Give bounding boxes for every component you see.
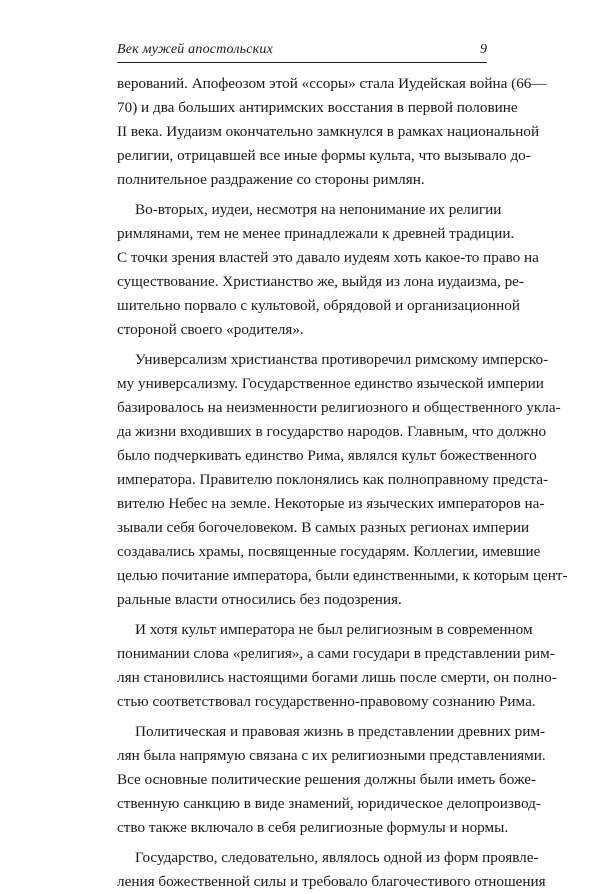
body-text: [117, 72, 568, 894]
text-line: полнительное раздражение со стороны римлян.: [117, 171, 425, 188]
text-line: Государство, следовательно, являлось одной из форм проявле-: [135, 849, 539, 866]
text-line: верований. Апофеозом этой «ссоры» стала Иудейская война (66—: [117, 75, 547, 92]
text-line: ральные власти относились без подозрения.: [117, 591, 402, 608]
text-line: Все основные политические решения должны были иметь боже-: [117, 771, 537, 788]
text-line: Политическая и правовая жизнь в представлении древних рим-: [135, 723, 546, 740]
text-line: да жизни входивших в государство народов. Главным, что должно: [117, 423, 547, 440]
text-line: существование. Христианство же, выйдя из лона иудаизма, ре-: [117, 273, 524, 290]
paragraph-6: [117, 846, 546, 894]
paragraph-3: [117, 348, 568, 612]
text-line: вителю Небес на земле. Некоторые из языческих императоров на-: [117, 495, 545, 512]
text-line: Универсализм христианства противоречил римскому имперско-: [135, 351, 549, 368]
paragraph-5: [117, 720, 546, 840]
text-line: ственную санкцию в виде знамений, юридическое делопроизвод-: [117, 795, 541, 812]
text-line: зывали себя богочеловеком. В самых разных регионах империи: [117, 519, 530, 536]
paragraph-4: [117, 618, 557, 714]
text-line: 70) и два больших антиримских восстания в первой половине: [117, 99, 518, 116]
paragraph-1: [117, 72, 547, 192]
text-line: И хотя культ императора не был религиозным в современном: [135, 621, 533, 638]
text-line: С точки зрения властей это давало иудеям хоть какое-то право на: [117, 249, 539, 266]
text-line: лян становились настоящими богами лишь после смерти, он полно-: [117, 669, 557, 686]
text-line: лян была напрямую связана с их религиозными представлениями.: [117, 747, 546, 764]
text-line: II века. Иудаизм окончательно замкнулся в рамках национальной: [117, 123, 540, 140]
running-header: [117, 40, 487, 63]
text-line: императора. Правителю поклонялись как полноправному предста-: [117, 471, 549, 488]
text-line: ления божественной силы и требовало благочестивого отношения: [117, 873, 546, 890]
text-line: понимании слова «религия», а сами государи в представлении рим-: [117, 645, 555, 662]
text-line: стороной своего «родителя».: [117, 321, 304, 338]
text-line: римлянами, тем не менее принадлежали к древней традиции.: [117, 225, 515, 242]
text-line: шительно порвало с культовой, обрядовой и организационной: [117, 297, 521, 314]
text-line: религии, отрицавшей все иные формы культа, что вызывало до-: [117, 147, 531, 164]
text-line: ство также включало в себя религиозные формулы и нормы.: [117, 819, 509, 836]
text-line: му универсализму. Государственное единство языческой империи: [117, 375, 544, 392]
text-line: целью почитание императора, были единственными, к которым цент-: [117, 567, 568, 584]
paragraph-2: [117, 198, 539, 342]
running-title: Век мужей апостольских: [117, 42, 273, 57]
text-line: стью соответствовал государственно-правовому сознанию Рима.: [117, 693, 536, 710]
page-number: 9: [480, 42, 487, 57]
text-line: базировалось на неизменности религиозного и общественного укла-: [117, 399, 561, 416]
text-line: создавались храмы, посвященные государям. Коллегии, имевшие: [117, 543, 541, 560]
text-line: было подчеркивать единство Рима, являлся культ божественного: [117, 447, 537, 464]
text-line: Во-вторых, иудеи, несмотря на непонимание их религии: [135, 201, 502, 218]
